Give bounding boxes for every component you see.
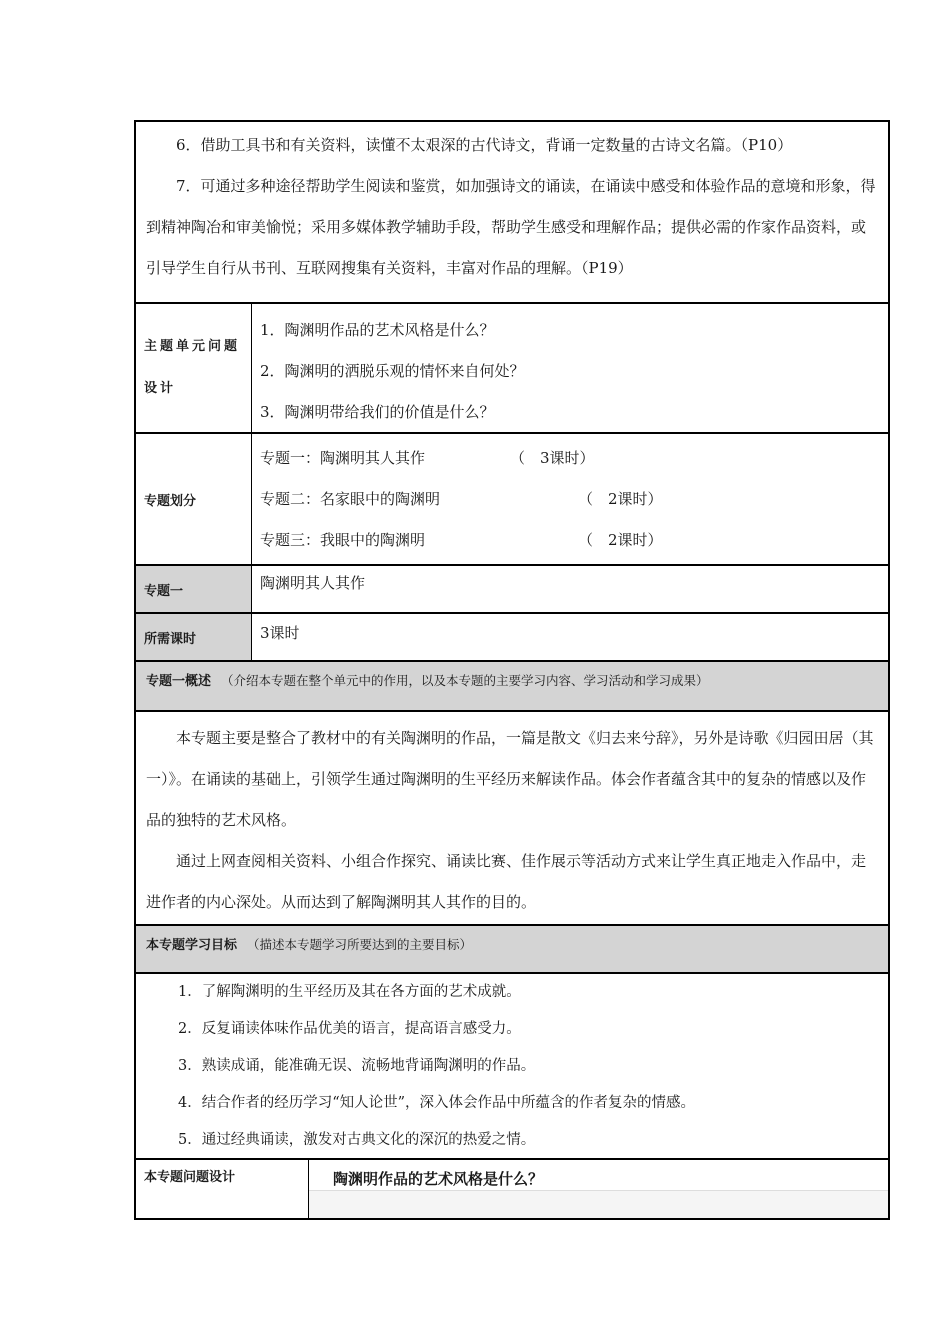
goal-item: 5．通过经典诵读，激发对古典文化的深沉的热爱之情。 [178, 1132, 536, 1148]
topic-one-label: 专题一 [136, 566, 252, 612]
unit-questions-list [252, 304, 888, 432]
topics-row [134, 432, 890, 564]
question-item: 2．陶渊明的洒脱乐观的情怀来自何处？ [260, 362, 525, 380]
goals-title: 本专题学习目标 [146, 938, 238, 953]
lesson-plan-table [134, 120, 890, 1220]
goal-item: 2．反复诵读体味作品优美的语言，提高语言感受力。 [178, 1021, 521, 1037]
question-design-row [134, 1158, 890, 1220]
question-design-cell [309, 1160, 888, 1218]
question-design-blank [309, 1190, 888, 1218]
goals-note: （描述本专题学习所要达到的主要目标） [247, 937, 473, 952]
overview-body [134, 710, 890, 924]
goals-list [134, 972, 890, 1158]
standard-item: 6．借助工具书和有关资料，读懂不太艰深的古代诗文，背诵一定数量的古诗文名篇。（P10） [176, 136, 793, 154]
overview-paragraph: 本专题主要是整合了教材中的有关陶渊明的作品，一篇是散文《归去来兮辞》，另外是诗歌《归园田居（其一）》。在诵读的基础上，引领学生通过陶渊明的生平经历来解读作品。体会作者蕴含其中的复杂的情感以及作品的独特的艺术风格。 [146, 729, 874, 829]
goal-item: 3．熟读成诵，能准确无误、流畅地背诵陶渊明的作品。 [178, 1058, 536, 1074]
question-design-value: 陶渊明作品的艺术风格是什么？ [333, 1170, 544, 1188]
goal-item: 4．结合作者的经历学习“知人论世”，深入体会作品中所蕴含的作者复杂的情感。 [178, 1095, 696, 1111]
standards-section [134, 120, 890, 302]
topics-label: 专题划分 [136, 434, 252, 564]
unit-questions-label: 主题单元问题设计 [136, 304, 252, 432]
unit-questions-row [134, 302, 890, 432]
overview-header [134, 660, 890, 710]
topic-item: 专题三：我眼中的陶渊明 （ 2课时） [260, 531, 663, 549]
question-item: 1．陶渊明作品的艺术风格是什么？ [260, 321, 495, 339]
hours-value: 3课时 [260, 624, 300, 642]
hours-row [134, 612, 890, 660]
question-item: 3．陶渊明带给我们的价值是什么？ [260, 403, 495, 421]
question-design-label: 本专题问题设计 [136, 1160, 309, 1218]
hours-label: 所需课时 [136, 614, 252, 660]
goals-header [134, 924, 890, 972]
topic-item: 专题二：名家眼中的陶渊明 （ 2课时） [260, 490, 663, 508]
overview-paragraph: 通过上网查阅相关资料、小组合作探究、诵读比赛、佳作展示等活动方式来让学生真正地走入作品中，走进作者的内心深处。从而达到了解陶渊明其人其作的目的。 [146, 852, 867, 911]
topic-one-value: 陶渊明其人其作 [260, 574, 366, 592]
topic-one-row [134, 564, 890, 612]
topic-item: 专题一：陶渊明其人其作 （ 3课时） [260, 449, 595, 467]
standard-item: 7．可通过多种途径帮助学生阅读和鉴赏，如加强诗文的诵读，在诵读中感受和体验作品的意境和形象，得到精神陶冶和审美愉悦；采用多媒体教学辅助手段，帮助学生感受和理解作品；提供必需的作家作品资料，或引导学生自行从书刊、互联网搜集有关资料，丰富对作品的理解。（P19） [146, 177, 876, 277]
overview-note: （介绍本专题在整个单元中的作用，以及本专题的主要学习内容、学习活动和学习成果） [221, 673, 709, 688]
goal-item: 1．了解陶渊明的生平经历及其在各方面的艺术成就。 [178, 984, 521, 1000]
overview-title: 专题一概述 [146, 674, 212, 689]
topics-list [252, 434, 888, 564]
